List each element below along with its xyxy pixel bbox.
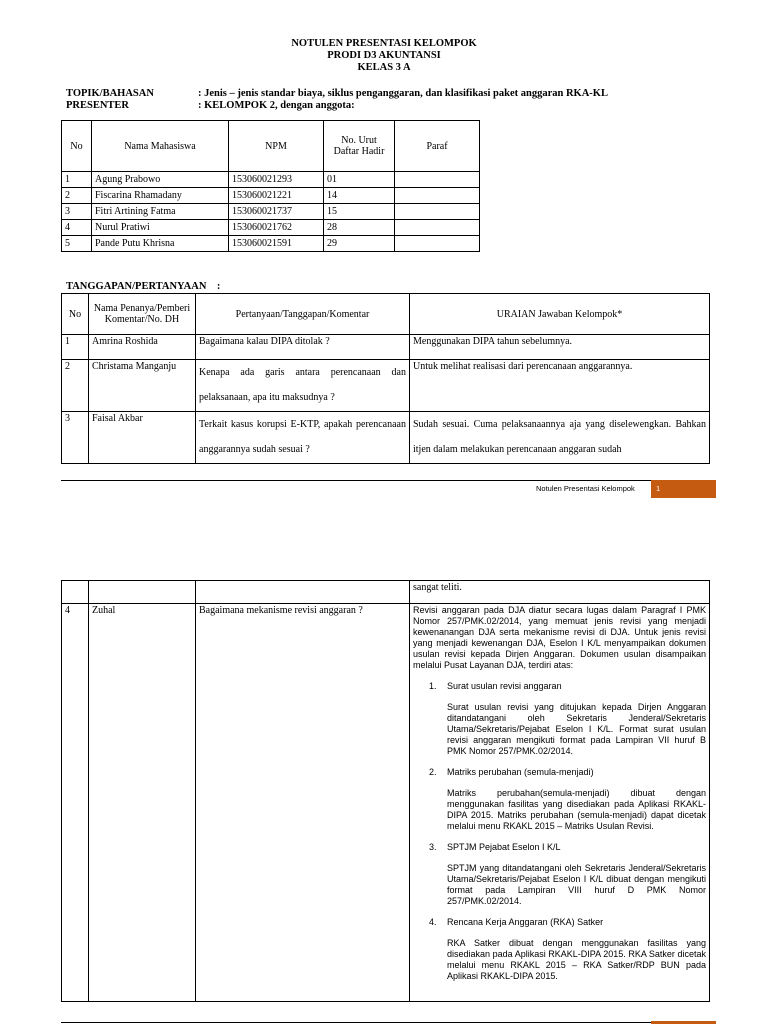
list-item <box>413 767 706 832</box>
member-npm: 153060021737 <box>229 204 324 220</box>
qa-answer: sangat teliti. <box>410 581 710 604</box>
qa-col-answer: URAIAN Jawaban Kelompok* <box>410 294 710 335</box>
item-title: Matriks perubahan (semula-menjadi) <box>447 767 594 777</box>
members-table <box>61 120 480 252</box>
col-name: Nama Mahasiswa <box>92 121 229 172</box>
qa-col-name: Nama Penanya/Pemberi Komentar/No. DH <box>89 294 196 335</box>
table-row <box>62 220 480 236</box>
topic-label: TOPIK/BAHASAN <box>66 88 154 99</box>
member-urut: 15 <box>324 204 395 220</box>
footer-title: Notulen Presentasi Kelompok <box>536 484 635 493</box>
item-body: Matriks perubahan(semula-menjadi) dibuat dengan menggunakan fasilitas yang disediakan pada Aplikasi RKAKL-DIPA 2015. Matriks perubahan (semula-menjadi) dapat dicetak melalui menu RKAKL 2015 – Matriks Usulan Revisi. <box>447 788 706 831</box>
member-no: 5 <box>62 236 92 252</box>
member-urut: 28 <box>324 220 395 236</box>
qa-no: 3 <box>62 412 89 464</box>
qa-name: Faisal Akbar <box>89 412 196 464</box>
table-row <box>62 335 710 360</box>
member-urut: 29 <box>324 236 395 252</box>
program-name: PRODI D3 AKUNTANSI <box>327 50 441 61</box>
item-number: 1. <box>429 681 437 691</box>
document-header <box>0 38 768 74</box>
qa-answer: Menggunakan DIPA tahun sebelumnya. <box>410 335 710 360</box>
table-row <box>62 360 710 412</box>
item-title: Rencana Kerja Anggaran (RKA) Satker <box>447 917 604 927</box>
list-item <box>413 681 706 757</box>
table-row <box>62 412 710 464</box>
class-name: KELAS 3 A <box>357 62 411 73</box>
member-no: 4 <box>62 220 92 236</box>
footer-divider-bottom <box>61 1022 716 1023</box>
member-no: 3 <box>62 204 92 220</box>
responses-label: TANGGAPAN/PERTANYAAN : <box>66 281 221 292</box>
member-paraf <box>395 204 480 220</box>
qa-col-question: Pertanyaan/Tanggapan/Komentar <box>196 294 410 335</box>
qa-question: Bagaimana mekanisme revisi anggaran ? <box>196 604 410 1002</box>
item-title: SPTJM Pejabat Eselon I K/L <box>447 842 561 852</box>
qa-answer: Untuk melihat realisasi dari perencanaan anggarannya. <box>410 360 710 412</box>
member-paraf <box>395 220 480 236</box>
qa-no <box>62 581 89 604</box>
qa-name <box>89 581 196 604</box>
qa-question: Bagaimana kalau DIPA ditolak ? <box>196 335 410 360</box>
member-no: 2 <box>62 188 92 204</box>
qa-question: Kenapa ada garis antara perencanaan dan pelaksanaan, apa itu maksudnya ? <box>196 360 410 412</box>
qa-answer <box>410 604 710 1002</box>
item-title: Surat usulan revisi anggaran <box>447 681 562 691</box>
list-item <box>413 917 706 982</box>
list-item <box>413 842 706 907</box>
table-row <box>62 236 480 252</box>
member-name: Nurul Pratiwi <box>92 220 229 236</box>
col-paraf: Paraf <box>395 121 480 172</box>
qa-col-no: No <box>62 294 89 335</box>
col-urut: No. Urut Daftar Hadir <box>324 121 395 172</box>
qa-name: Amrina Roshida <box>89 335 196 360</box>
col-npm: NPM <box>229 121 324 172</box>
presenter-value: : KELOMPOK 2, dengan anggota: <box>198 100 355 111</box>
table-row <box>62 204 480 220</box>
table-row <box>62 604 710 1002</box>
member-paraf <box>395 172 480 188</box>
topic-value: : Jenis – jenis standar biaya, siklus penganggaran, dan klasifikasi paket anggaran RKA-KL <box>198 88 608 99</box>
meta-info <box>66 88 608 112</box>
qa-table-continued <box>61 580 710 1002</box>
qa-header-row <box>62 294 710 335</box>
page-number-badge <box>651 480 716 498</box>
members-header-row <box>62 121 480 172</box>
member-npm: 153060021221 <box>229 188 324 204</box>
member-npm: 153060021293 <box>229 172 324 188</box>
member-urut: 14 <box>324 188 395 204</box>
qa-name: Christama Manganju <box>89 360 196 412</box>
item-number: 4. <box>429 917 437 927</box>
page-number: 1 <box>656 484 661 493</box>
table-row <box>62 172 480 188</box>
member-npm: 153060021591 <box>229 236 324 252</box>
qa-no: 4 <box>62 604 89 1002</box>
member-npm: 153060021762 <box>229 220 324 236</box>
col-no: No <box>62 121 92 172</box>
item-number: 2. <box>429 767 437 777</box>
table-row <box>62 188 480 204</box>
table-row <box>62 581 710 604</box>
item-body: RKA Satker dibuat dengan menggunakan fasilitas yang disediakan pada Aplikasi RKAKL-DIPA 2015. RKA Satker dicetak melalui menu RKAKL 2015 – RKA Satker/RDP BUN pada Aplikasi RKAKL-DIPA 2015. <box>447 938 706 981</box>
member-name: Agung Prabowo <box>92 172 229 188</box>
member-paraf <box>395 188 480 204</box>
member-no: 1 <box>62 172 92 188</box>
answer-intro: Revisi anggaran pada DJA diatur secara lugas dalam Paragraf I PMK Nomor 257/PMK.02/2014, yang memuat jenis revisi yang menjadi kewenanangan DJA serta mekanisme revisi di DJA. Untuk jenis revisi yang menjadi kewenangan DJA, Eselon I K/L menyampaikan dokumen usulan revisi kepada Dirjen Anggaran. Dokumen usulan disampaikan melalui Pusat Layanan DJA, terdiri atas: <box>413 605 706 670</box>
qa-table <box>61 293 710 464</box>
member-name: Pande Putu Khrisna <box>92 236 229 252</box>
item-body: SPTJM yang ditandatangani oleh Sekretaris Jenderal/Sekretaris Utama/Sekretaris/Pejabat Eselon I K/L dibuat dengan mengikuti format pada Lampiran VIII huruf D PMK Nomor 257/PMK.02/2014. <box>447 863 706 906</box>
qa-no: 1 <box>62 335 89 360</box>
qa-no: 2 <box>62 360 89 412</box>
member-paraf <box>395 236 480 252</box>
footer-divider <box>61 480 716 481</box>
qa-name: Zuhal <box>89 604 196 1002</box>
document-title: NOTULEN PRESENTASI KELOMPOK <box>291 38 477 49</box>
qa-answer: Sudah sesuai. Cuma pelaksanaannya aja yang diselewengkan. Bahkan itjen dalam melakukan perencanaan anggaran sudah <box>410 412 710 464</box>
member-urut: 01 <box>324 172 395 188</box>
qa-question: Terkait kasus korupsi E-KTP, apakah perencanaan anggarannya sudah sesuai ? <box>196 412 410 464</box>
item-number: 3. <box>429 842 437 852</box>
item-body: Surat usulan revisi yang ditujukan kepada Dirjen Anggaran ditandatangani oleh Sekretaris Jenderal/Sekretaris Utama/Sekretaris/Pejabat Eselon I K/L. Format surat usulan revisi anggaran mengikuti format pada Lampiran VII huruf B PMK Nomor 257/PMK.02/2014. <box>447 702 706 756</box>
member-name: Fiscarina Rhamadany <box>92 188 229 204</box>
qa-question <box>196 581 410 604</box>
member-name: Fitri Artining Fatma <box>92 204 229 220</box>
presenter-label: PRESENTER <box>66 100 130 111</box>
